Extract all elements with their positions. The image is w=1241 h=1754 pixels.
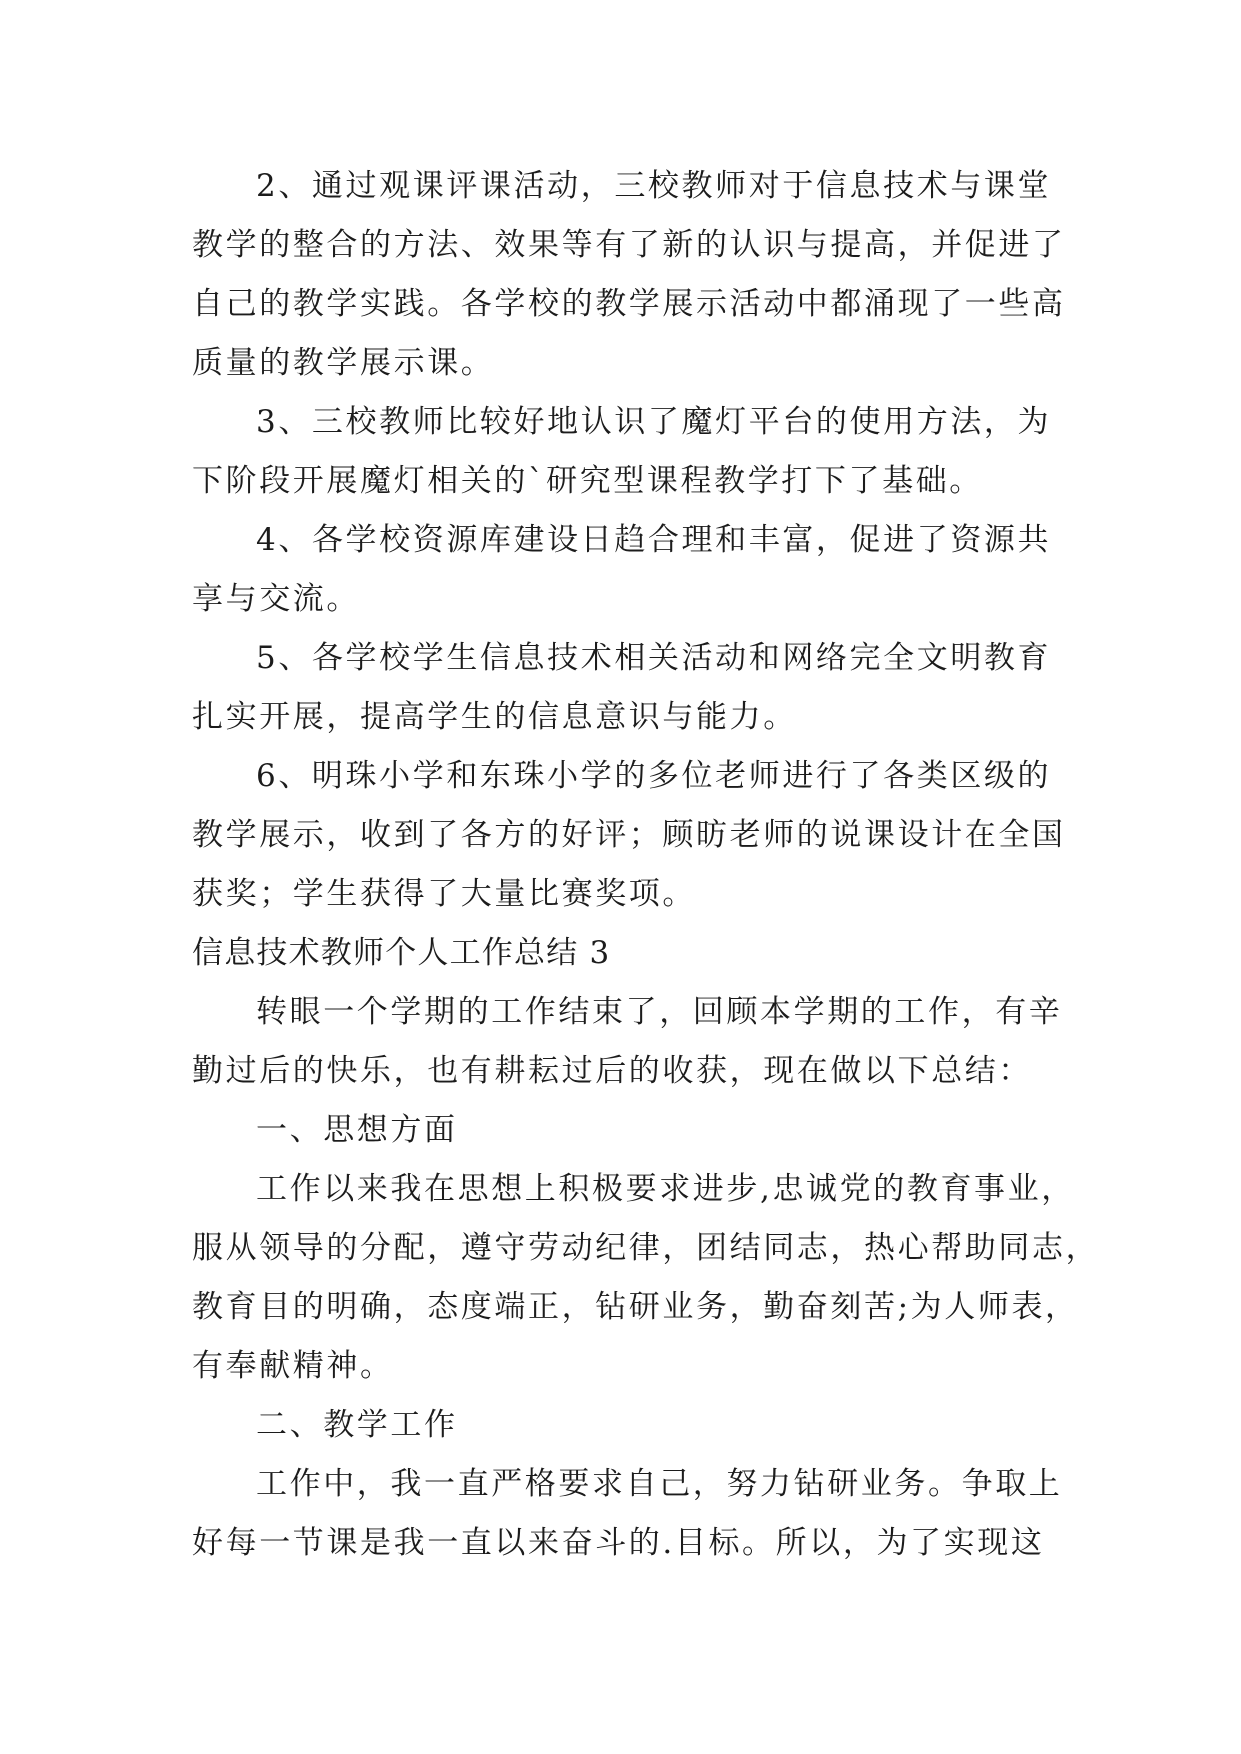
text-line: 教学展示，收到了各方的好评；顾昉老师的说课设计在全国 <box>192 817 1066 853</box>
text-line: 3、三校教师比较好地认识了魔灯平台的使用方法，为 <box>256 404 1052 440</box>
teaching-paragraph <box>192 1455 1063 1573</box>
intro-paragraph <box>192 983 1063 1101</box>
subheading-ideology <box>192 1101 1052 1160</box>
text-line: 2、通过观课评课活动，三校教师对于信息技术与课堂 <box>256 168 1052 204</box>
text-line: 享与交流。 <box>192 581 360 617</box>
subheading-teaching <box>192 1396 1052 1455</box>
text-line: 勤过后的快乐，也有耕耘过后的收获，现在做以下总结： <box>192 1053 1032 1089</box>
text-line: 扎实开展，提高学生的信息意识与能力。 <box>192 699 797 735</box>
paragraph-item-5 <box>192 629 1052 747</box>
text-line: 质量的教学展示课。 <box>192 345 495 381</box>
text-line: 教育目的明确，态度端正，钻研业务，勤奋刻苦;为人师表， <box>192 1289 1079 1325</box>
section-title <box>192 924 1052 983</box>
text-line: 教学的整合的方法、效果等有了新的认识与提高，并促进了 <box>192 227 1066 263</box>
ideology-paragraph <box>192 1160 1100 1396</box>
text-line: 下阶段开展魔灯相关的`研究型课程教学打下了基础。 <box>192 463 983 499</box>
text-line: 有奉献精神。 <box>192 1348 394 1384</box>
text-line: 工作以来我在思想上积极要求进步,忠诚党的教育事业， <box>256 1171 1075 1207</box>
text-line: 服从领导的分配，遵守劳动纪律，团结同志，热心帮助同志， <box>192 1230 1100 1266</box>
subheading-text: 二、教学工作 <box>256 1407 458 1443</box>
text-line: 获奖；学生获得了大量比赛奖项。 <box>192 876 696 912</box>
text-line: 5、各学校学生信息技术相关活动和网络完全文明教育 <box>256 640 1052 676</box>
subheading-text: 一、思想方面 <box>256 1112 458 1148</box>
text-line: 4、各学校资源库建设日趋合理和丰富，促进了资源共 <box>256 522 1052 558</box>
paragraph-item-6 <box>192 747 1066 924</box>
paragraph-item-2 <box>192 157 1066 393</box>
paragraph-item-3 <box>192 393 1052 511</box>
text-line: 转眼一个学期的工作结束了，回顾本学期的工作，有辛 <box>256 994 1063 1030</box>
text-line: 工作中，我一直严格要求自己，努力钻研业务。争取上 <box>256 1466 1063 1502</box>
document-body <box>192 157 1100 1573</box>
section-title-text: 信息技术教师个人工作总结 3 <box>192 935 611 971</box>
paragraph-item-4 <box>192 511 1052 629</box>
text-line: 6、明珠小学和东珠小学的多位老师进行了各类区级的 <box>256 758 1052 794</box>
text-line: 好每一节课是我一直以来奋斗的.目标。所以，为了实现这 <box>192 1525 1045 1561</box>
text-line: 自己的教学实践。各学校的教学展示活动中都涌现了一些高 <box>192 286 1066 322</box>
